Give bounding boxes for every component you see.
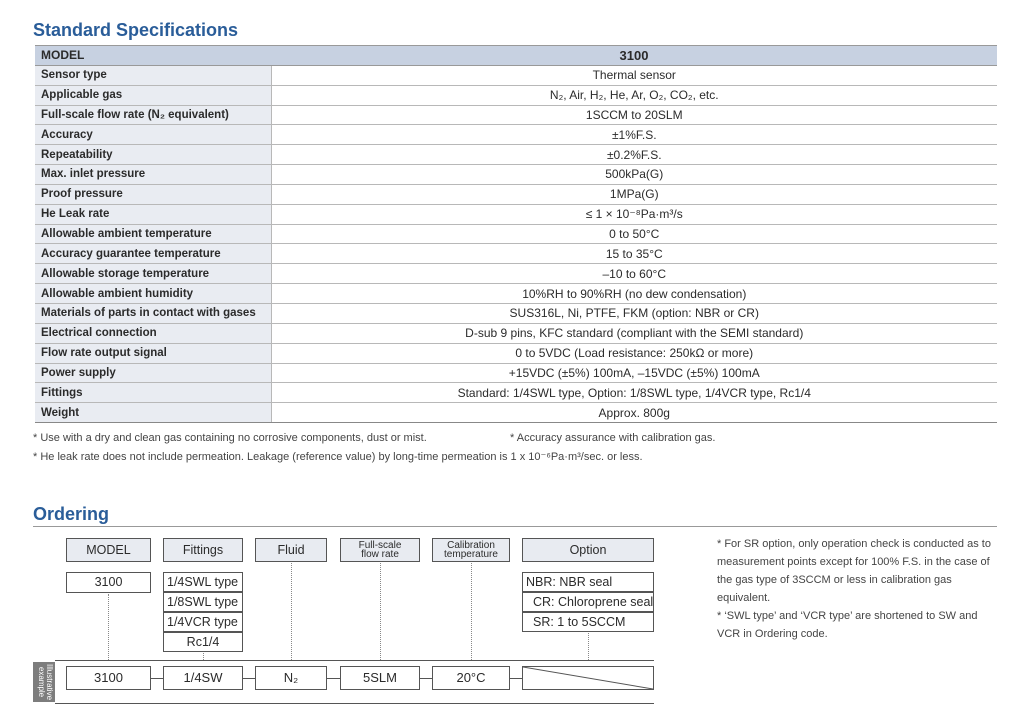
fitting-option: 1/8SWL type xyxy=(163,592,243,612)
example-dash xyxy=(327,678,340,679)
spec-row-label: Power supply xyxy=(35,363,271,383)
spec-row-label: Sensor type xyxy=(35,65,271,85)
spec-row xyxy=(35,244,997,264)
example-bottom-rule xyxy=(55,703,654,704)
ordering-header-model: MODEL xyxy=(66,538,151,562)
ordering-header-fluid: Fluid xyxy=(255,538,327,562)
spec-note-leak: * He leak rate does not include permeation. Leakage (reference value) by long-time permeation is 1 x 10⁻⁶Pa·m³/sec. or less. xyxy=(33,451,643,463)
example-tag xyxy=(33,662,55,702)
example-dash xyxy=(151,678,163,679)
example-model: 3100 xyxy=(66,666,151,690)
spec-row-value: 10%RH to 90%RH (no dew condensation) xyxy=(271,284,997,304)
ordering-header-calibration-line2: temperature xyxy=(444,549,498,560)
spec-header-row xyxy=(35,46,997,66)
spec-row xyxy=(35,85,997,105)
ordering-note-shortened: * ‘SWL type’ and ‘VCR type’ are shortened to SW and VCR in Ordering code. xyxy=(717,610,978,640)
spec-row-label: Accuracy guarantee temperature xyxy=(35,244,271,264)
option-item: NBR: NBR seal xyxy=(522,572,654,592)
spec-row xyxy=(35,284,997,304)
example-fittings: 1/4SW xyxy=(163,666,243,690)
spec-row-label: Accuracy xyxy=(35,125,271,145)
spec-row xyxy=(35,303,997,323)
spec-section-title: Standard Specifications xyxy=(33,20,239,40)
spec-row-label: Max. inlet pressure xyxy=(35,165,271,185)
spec-row xyxy=(35,105,997,125)
spec-row-value: +15VDC (±5%) 100mA, –15VDC (±5%) 100mA xyxy=(271,363,997,383)
spec-row xyxy=(35,65,997,85)
ordering-header-fullscale-line1: Full-scale xyxy=(358,540,402,551)
spec-row-value: SUS316L, Ni, PTFE, FKM (option: NBR or CR) xyxy=(271,303,997,323)
spec-row xyxy=(35,323,997,343)
spec-row-value: 15 to 35°C xyxy=(271,244,997,264)
spec-row-label: Flow rate output signal xyxy=(35,343,271,363)
example-dash xyxy=(243,678,255,679)
spec-row-label: Allowable storage temperature xyxy=(35,264,271,284)
spec-row-value: Approx. 800g xyxy=(271,403,997,423)
option-item: SR: 1 to 5SCCM xyxy=(522,612,654,632)
spec-row xyxy=(35,125,997,145)
spec-row-value: ±1%F.S. xyxy=(271,125,997,145)
ordering-header-fullscale xyxy=(340,538,420,562)
spec-row-label: Fittings xyxy=(35,383,271,403)
option-item: CR: Chloroprene seal xyxy=(522,592,654,612)
spec-row xyxy=(35,204,997,224)
example-dash xyxy=(510,678,522,679)
spec-row-label: He Leak rate xyxy=(35,204,271,224)
ordering-header-option: Option xyxy=(522,538,654,562)
example-dash xyxy=(420,678,432,679)
spec-row-value: Standard: 1/4SWL type, Option: 1/8SWL type, 1/4VCR type, Rc1/4 xyxy=(271,383,997,403)
calibration-connector xyxy=(471,563,472,660)
spec-header-value: 3100 xyxy=(271,46,997,66)
spec-row-label: Weight xyxy=(35,403,271,423)
spec-row xyxy=(35,264,997,284)
spec-row-label: Full-scale flow rate (N₂ equivalent) xyxy=(35,105,271,125)
spec-note-gas: * Use with a dry and clean gas containing no corrosive components, dust or mist. xyxy=(33,432,427,444)
spec-row xyxy=(35,363,997,383)
spec-row-value: 1SCCM to 20SLM xyxy=(271,105,997,125)
model-connector xyxy=(108,594,109,660)
spec-row-value: ≤ 1 × 10⁻⁸Pa·m³/s xyxy=(271,204,997,224)
empty-slash-icon xyxy=(523,667,653,689)
fitting-option: Rc1/4 xyxy=(163,632,243,652)
example-tag-label: Illustrative example xyxy=(37,664,54,701)
spec-row-value: 0 to 5VDC (Load resistance: 250kΩ or more) xyxy=(271,343,997,363)
spec-row-value: Thermal sensor xyxy=(271,65,997,85)
spec-row xyxy=(35,165,997,185)
ordering-note-sr: * For SR option, only operation check is conducted as to measurement points except for 100% F.S. in the case of the gas type of 3SCCM or less in calibration gas equivalent. xyxy=(717,538,991,604)
spec-row-label: Electrical connection xyxy=(35,323,271,343)
spec-row-value: N₂, Air, H₂, He, Ar, O₂, CO₂, etc. xyxy=(271,85,997,105)
fullscale-connector xyxy=(380,563,381,660)
fitting-option: 1/4SWL type xyxy=(163,572,243,592)
fitting-option: 1/4VCR type xyxy=(163,612,243,632)
spec-row-value: –10 to 60°C xyxy=(271,264,997,284)
example-fullscale: 5SLM xyxy=(340,666,420,690)
fittings-connector xyxy=(203,653,204,660)
spec-row-value: D-sub 9 pins, KFC standard (compliant with the SEMI standard) xyxy=(271,323,997,343)
ordering-header-fittings: Fittings xyxy=(163,538,243,562)
spec-row xyxy=(35,343,997,363)
spec-row xyxy=(35,145,997,165)
option-connector xyxy=(588,633,589,660)
ordering-divider xyxy=(33,526,997,527)
ordering-header-calibration-line1: Calibration xyxy=(447,540,495,551)
spec-row-value: 1MPa(G) xyxy=(271,184,997,204)
spec-row-label: Allowable ambient humidity xyxy=(35,284,271,304)
spec-row xyxy=(35,184,997,204)
spec-row-label: Repeatability xyxy=(35,145,271,165)
example-calibration: 20°C xyxy=(432,666,510,690)
spec-row-label: Applicable gas xyxy=(35,85,271,105)
spec-row-value: 500kPa(G) xyxy=(271,165,997,185)
spec-note-accuracy: * Accuracy assurance with calibration gas. xyxy=(510,432,716,444)
spec-row xyxy=(35,383,997,403)
spec-row-label: Materials of parts in contact with gases xyxy=(35,303,271,323)
spec-table xyxy=(35,45,997,423)
spec-row xyxy=(35,224,997,244)
spec-row xyxy=(35,403,997,423)
spec-row-label: Proof pressure xyxy=(35,184,271,204)
fluid-connector xyxy=(291,563,292,660)
ordering-section-title: Ordering xyxy=(33,504,110,524)
spec-row-label: Allowable ambient temperature xyxy=(35,224,271,244)
spec-row-value: ±0.2%F.S. xyxy=(271,145,997,165)
example-fluid: N₂ xyxy=(255,666,327,690)
ordering-header-calibration xyxy=(432,538,510,562)
example-top-rule xyxy=(55,660,654,661)
spec-row-value: 0 to 50°C xyxy=(271,224,997,244)
example-option-empty xyxy=(522,666,654,690)
model-option-3100: 3100 xyxy=(66,572,151,593)
ordering-header-fullscale-line2: flow rate xyxy=(361,549,399,560)
spec-header-label: MODEL xyxy=(35,46,271,66)
